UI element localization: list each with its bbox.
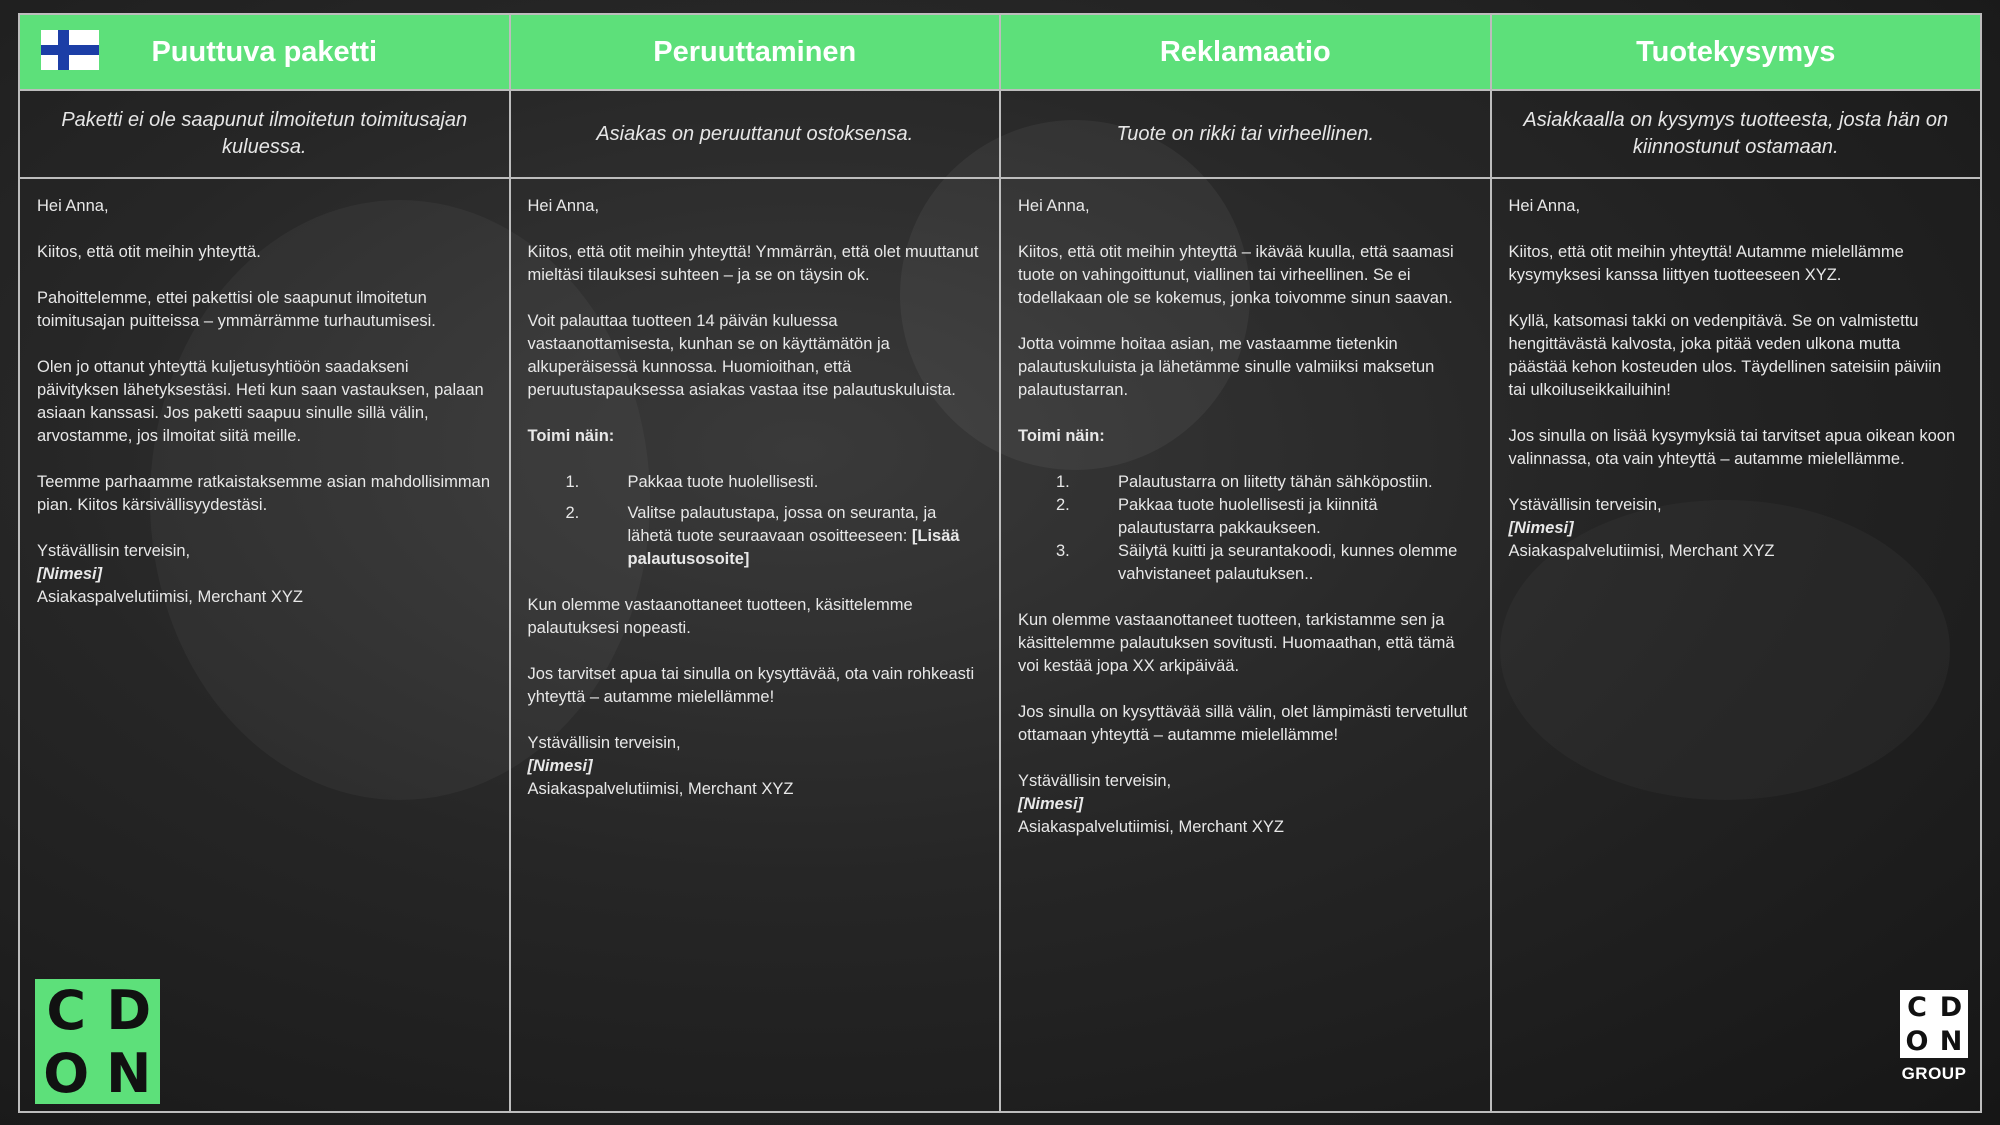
email-template (1492, 179, 1981, 1111)
column-description: Tuote on rikki tai virheellinen. (1001, 91, 1490, 179)
group-label: GROUP (1901, 1064, 1967, 1083)
column-complaint (999, 15, 1490, 1111)
paragraph: Kun olemme vastaanottaneet tuotteen, käsittelemme palautuksesi nopeasti. (527, 596, 913, 637)
paragraph: Kiitos, että otit meihin yhteyttä! Autamme mielellämme kysymyksesi kanssa liittyen tuotteeseen XYZ. (1508, 243, 1904, 284)
greeting: Hei Anna, (1018, 197, 1090, 215)
email-template (20, 179, 509, 1111)
paragraph: Jotta voimme hoitaa asian, me vastaamme tietenkin palautuskuluista ja lähetämme sinulle valmiiksi maksetun palautustarran. (1018, 335, 1435, 399)
closing: Ystävällisin terveisin, (1018, 772, 1172, 790)
column-title: Tuotekysymys (1636, 35, 1836, 68)
column-product-question (1490, 15, 1981, 1111)
paragraph: Olen jo ottanut yhteyttä kuljetusyhtiöön saadakseni päivityksen lähetyksestäsi. Heti kun saan vastauksen, palaan asiaan kanssasi. Jos paketti saapuu sinulle sillä välin, arvostamme, jos ilmoitat siitä meille. (37, 358, 484, 445)
signature-team: Asiakaspalvelutiimisi, Merchant XYZ (527, 780, 794, 798)
list-item: 1. Pakkaa tuote huolellisesti. (565, 473, 819, 491)
column-description: Asiakkaalla on kysymys tuotteesta, josta hän on kiinnostunut ostamaan. (1492, 91, 1981, 179)
column-title: Reklamaatio (1159, 35, 1331, 68)
return-address-placeholder: [Lisää palautusosoite] (627, 527, 960, 568)
closing: Ystävällisin terveisin, (527, 734, 681, 752)
signature-name: [Nimesi] (37, 565, 103, 583)
column-title: Peruuttaminen (653, 35, 857, 68)
signature-name: [Nimesi] (1018, 795, 1084, 813)
greeting: Hei Anna, (527, 197, 600, 215)
list-item: 2. Pakkaa tuote huolellisesti ja kiinnitä palautustarra pakkaukseen. (1056, 496, 1378, 537)
list-item: 3. Säilytä kuitti ja seurantakoodi, kunnes olemme vahvistaneet palautuksen.. (1056, 542, 1458, 583)
paragraph: Kun olemme vastaanottaneet tuotteen, tarkistamme sen ja käsittelemme palautuksen sovitusti. Huomaathan, että tämä voi kestää jopa XX arkipäivää. (1018, 611, 1455, 675)
finland-flag-icon (41, 30, 99, 70)
column-cancellation (509, 15, 1000, 1111)
paragraph: Pahoittelemme, ettei pakettisi ole saapunut ilmoitetun toimitusajan puitteissa – ymmärrämme turhautumisesi. (37, 289, 436, 330)
column-missing-package (20, 15, 509, 1111)
paragraph: Jos tarvitset apua tai sinulla on kysyttävää, ota vain rohkeasti yhteyttä – autamme mielellämme! (527, 665, 975, 706)
column-header (1492, 15, 1981, 91)
cdon-logo: C D O N (35, 979, 160, 1104)
greeting: Hei Anna, (37, 197, 109, 215)
signature-team: Asiakaspalvelutiimisi, Merchant XYZ (1018, 818, 1284, 836)
closing: Ystävällisin terveisin, (37, 542, 191, 560)
column-header (1001, 15, 1490, 91)
steps-heading: Toimi näin: (1018, 427, 1105, 445)
paragraph: Teemme parhaamme ratkaistaksemme asian mahdollisimman pian. Kiitos kärsivällisyydestäsi. (37, 473, 491, 514)
email-template (1001, 179, 1490, 1111)
closing: Ystävällisin terveisin, (1508, 496, 1662, 514)
signature-team: Asiakaspalvelutiimisi, Merchant XYZ (37, 588, 303, 606)
cdon-group-logo: C D O N GROUP (1901, 991, 1967, 1083)
steps-list (528, 471, 983, 571)
column-header (20, 15, 509, 91)
list-item: 1. Palautustarra on liitetty tähän sähköpostiin. (1056, 473, 1433, 491)
paragraph: Voit palauttaa tuotteen 14 päivän kuluessa vastaanottamisesta, kunhan se on käyttämätön ja alkuperäisessä kunnossa. Huomioithan, että peruutustapauksessa asiakas vastaa itse palautuskuluista. (527, 312, 956, 399)
paragraph: Kiitos, että otit meihin yhteyttä! Ymmärrän, että olet muuttanut mieltäsi tilauksesi suhteen – ja se on täysin ok. (527, 243, 979, 284)
list-item: 2. Valitse palautustapa, jossa on seuranta, ja lähetä tuote seuraavaan osoitteeseen: [Lisää palautusosoite] (565, 504, 960, 568)
paragraph: Kiitos, että otit meihin yhteyttä – ikävää kuulla, että saamasi tuote on vahingoittunut, viallinen tai virheellinen. Se ei todellakaan ole se kokemus, jonka toivomme sinun saavan. (1018, 243, 1454, 307)
column-description: Paketti ei ole saapunut ilmoitetun toimitusajan kuluessa. (20, 91, 509, 179)
paragraph: Kiitos, että otit meihin yhteyttä. (37, 243, 261, 261)
signature-team: Asiakaspalvelutiimisi, Merchant XYZ (1508, 542, 1775, 560)
steps-list (1018, 471, 1473, 586)
column-header (511, 15, 1000, 91)
paragraph: Jos sinulla on lisää kysymyksiä tai tarvitset apua oikean koon valinnassa, ota vain yhteyttä – autamme mielellämme. (1508, 427, 1956, 468)
email-template (511, 179, 1000, 1111)
paragraph: Jos sinulla on kysyttävää sillä välin, olet lämpimästi tervetullut ottamaan yhteyttä – autamme mielellämme! (1018, 703, 1468, 744)
column-title: Puuttuva paketti (151, 35, 378, 68)
column-description: Asiakas on peruuttanut ostoksensa. (511, 91, 1000, 179)
steps-heading: Toimi näin: (527, 427, 615, 445)
template-table (18, 13, 1982, 1113)
signature-name: [Nimesi] (527, 757, 593, 775)
signature-name: [Nimesi] (1508, 519, 1574, 537)
greeting: Hei Anna, (1508, 197, 1581, 215)
paragraph: Kyllä, katsomasi takki on vedenpitävä. Se on valmistettu hengittävästä kalvosta, joka pitää veden ulkona mutta päästää kehon kosteuden ulos. Täydellinen sateisiin päiviin tai ulkoiluseikkailuihin! (1508, 312, 1942, 399)
